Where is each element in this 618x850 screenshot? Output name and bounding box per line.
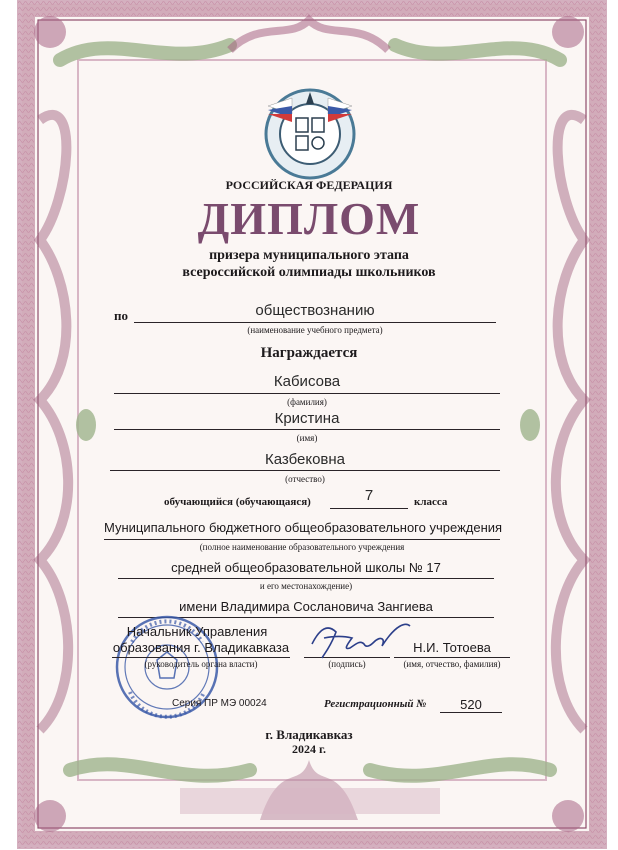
signature-caption: (подпись) <box>328 659 366 669</box>
signer-name-underline <box>394 657 510 658</box>
school-line-2: средней общеобразовательной школы № 17 <box>171 560 441 575</box>
grade-suffix: класса <box>414 496 448 508</box>
city: г. Владикавказ <box>265 727 353 742</box>
signer-position-line-1: Начальник Управления <box>126 624 268 639</box>
registration-value: 520 <box>460 697 482 712</box>
signer-position-line-2: образования г. Владикавказа <box>112 640 290 655</box>
name-underline <box>114 429 500 430</box>
subject-prefix: по <box>114 308 128 323</box>
olympiad-logo <box>262 84 358 180</box>
school-caption-2: и его местонахождение) <box>259 581 353 591</box>
surname-caption: (фамилия) <box>287 397 327 407</box>
surname-value: Кабисова <box>273 373 341 390</box>
serial-label: Серия <box>172 698 202 709</box>
grade-underline <box>330 508 408 509</box>
patronymic-value: Казбековна <box>264 451 346 468</box>
awarded-heading: Награждается <box>260 345 358 361</box>
diploma-title: ДИПЛОМ <box>197 193 421 244</box>
school-line-2-underline <box>118 578 494 579</box>
subject-caption: (наименование учебного предмета) <box>247 325 383 335</box>
name-value: Кристина <box>274 410 340 427</box>
registration-underline <box>440 712 502 713</box>
subject-value: обществознанию <box>255 302 375 319</box>
subject-underline <box>134 322 496 323</box>
position-caption: (руководитель органа власти) <box>144 659 258 669</box>
subtitle-line-1: призера муниципального этапа <box>209 248 409 263</box>
subtitle-line-2: всероссийской олимпиады школьников <box>182 265 436 280</box>
year: 2024 г. <box>291 742 327 756</box>
school-caption-1: (полное наименование образовательного учреждения <box>199 542 405 552</box>
school-line-1: Муниципального бюджетного общеобразовательного учреждения <box>104 520 503 535</box>
patronymic-caption: (отчество) <box>285 474 325 484</box>
grade-prefix: обучающийся (обучающаяся) <box>164 496 311 508</box>
position-underline <box>112 657 290 658</box>
signer-name: Н.И. Тотоева <box>413 640 491 655</box>
patronymic-underline <box>110 470 500 471</box>
school-line-3: имени Владимира Сослановича Зангиева <box>179 599 433 614</box>
surname-underline <box>114 393 500 394</box>
school-line-1-underline <box>104 539 500 540</box>
country-name: РОССИЙСКАЯ ФЕДЕРАЦИЯ <box>225 178 393 192</box>
signer-name-caption: (имя, отчество, фамилия) <box>403 659 501 669</box>
registration-label: Регистрационный № <box>324 698 427 710</box>
name-caption: (имя) <box>296 433 318 443</box>
serial-value: ПР МЭ 00024 <box>204 698 267 709</box>
grade-value: 7 <box>364 487 374 504</box>
